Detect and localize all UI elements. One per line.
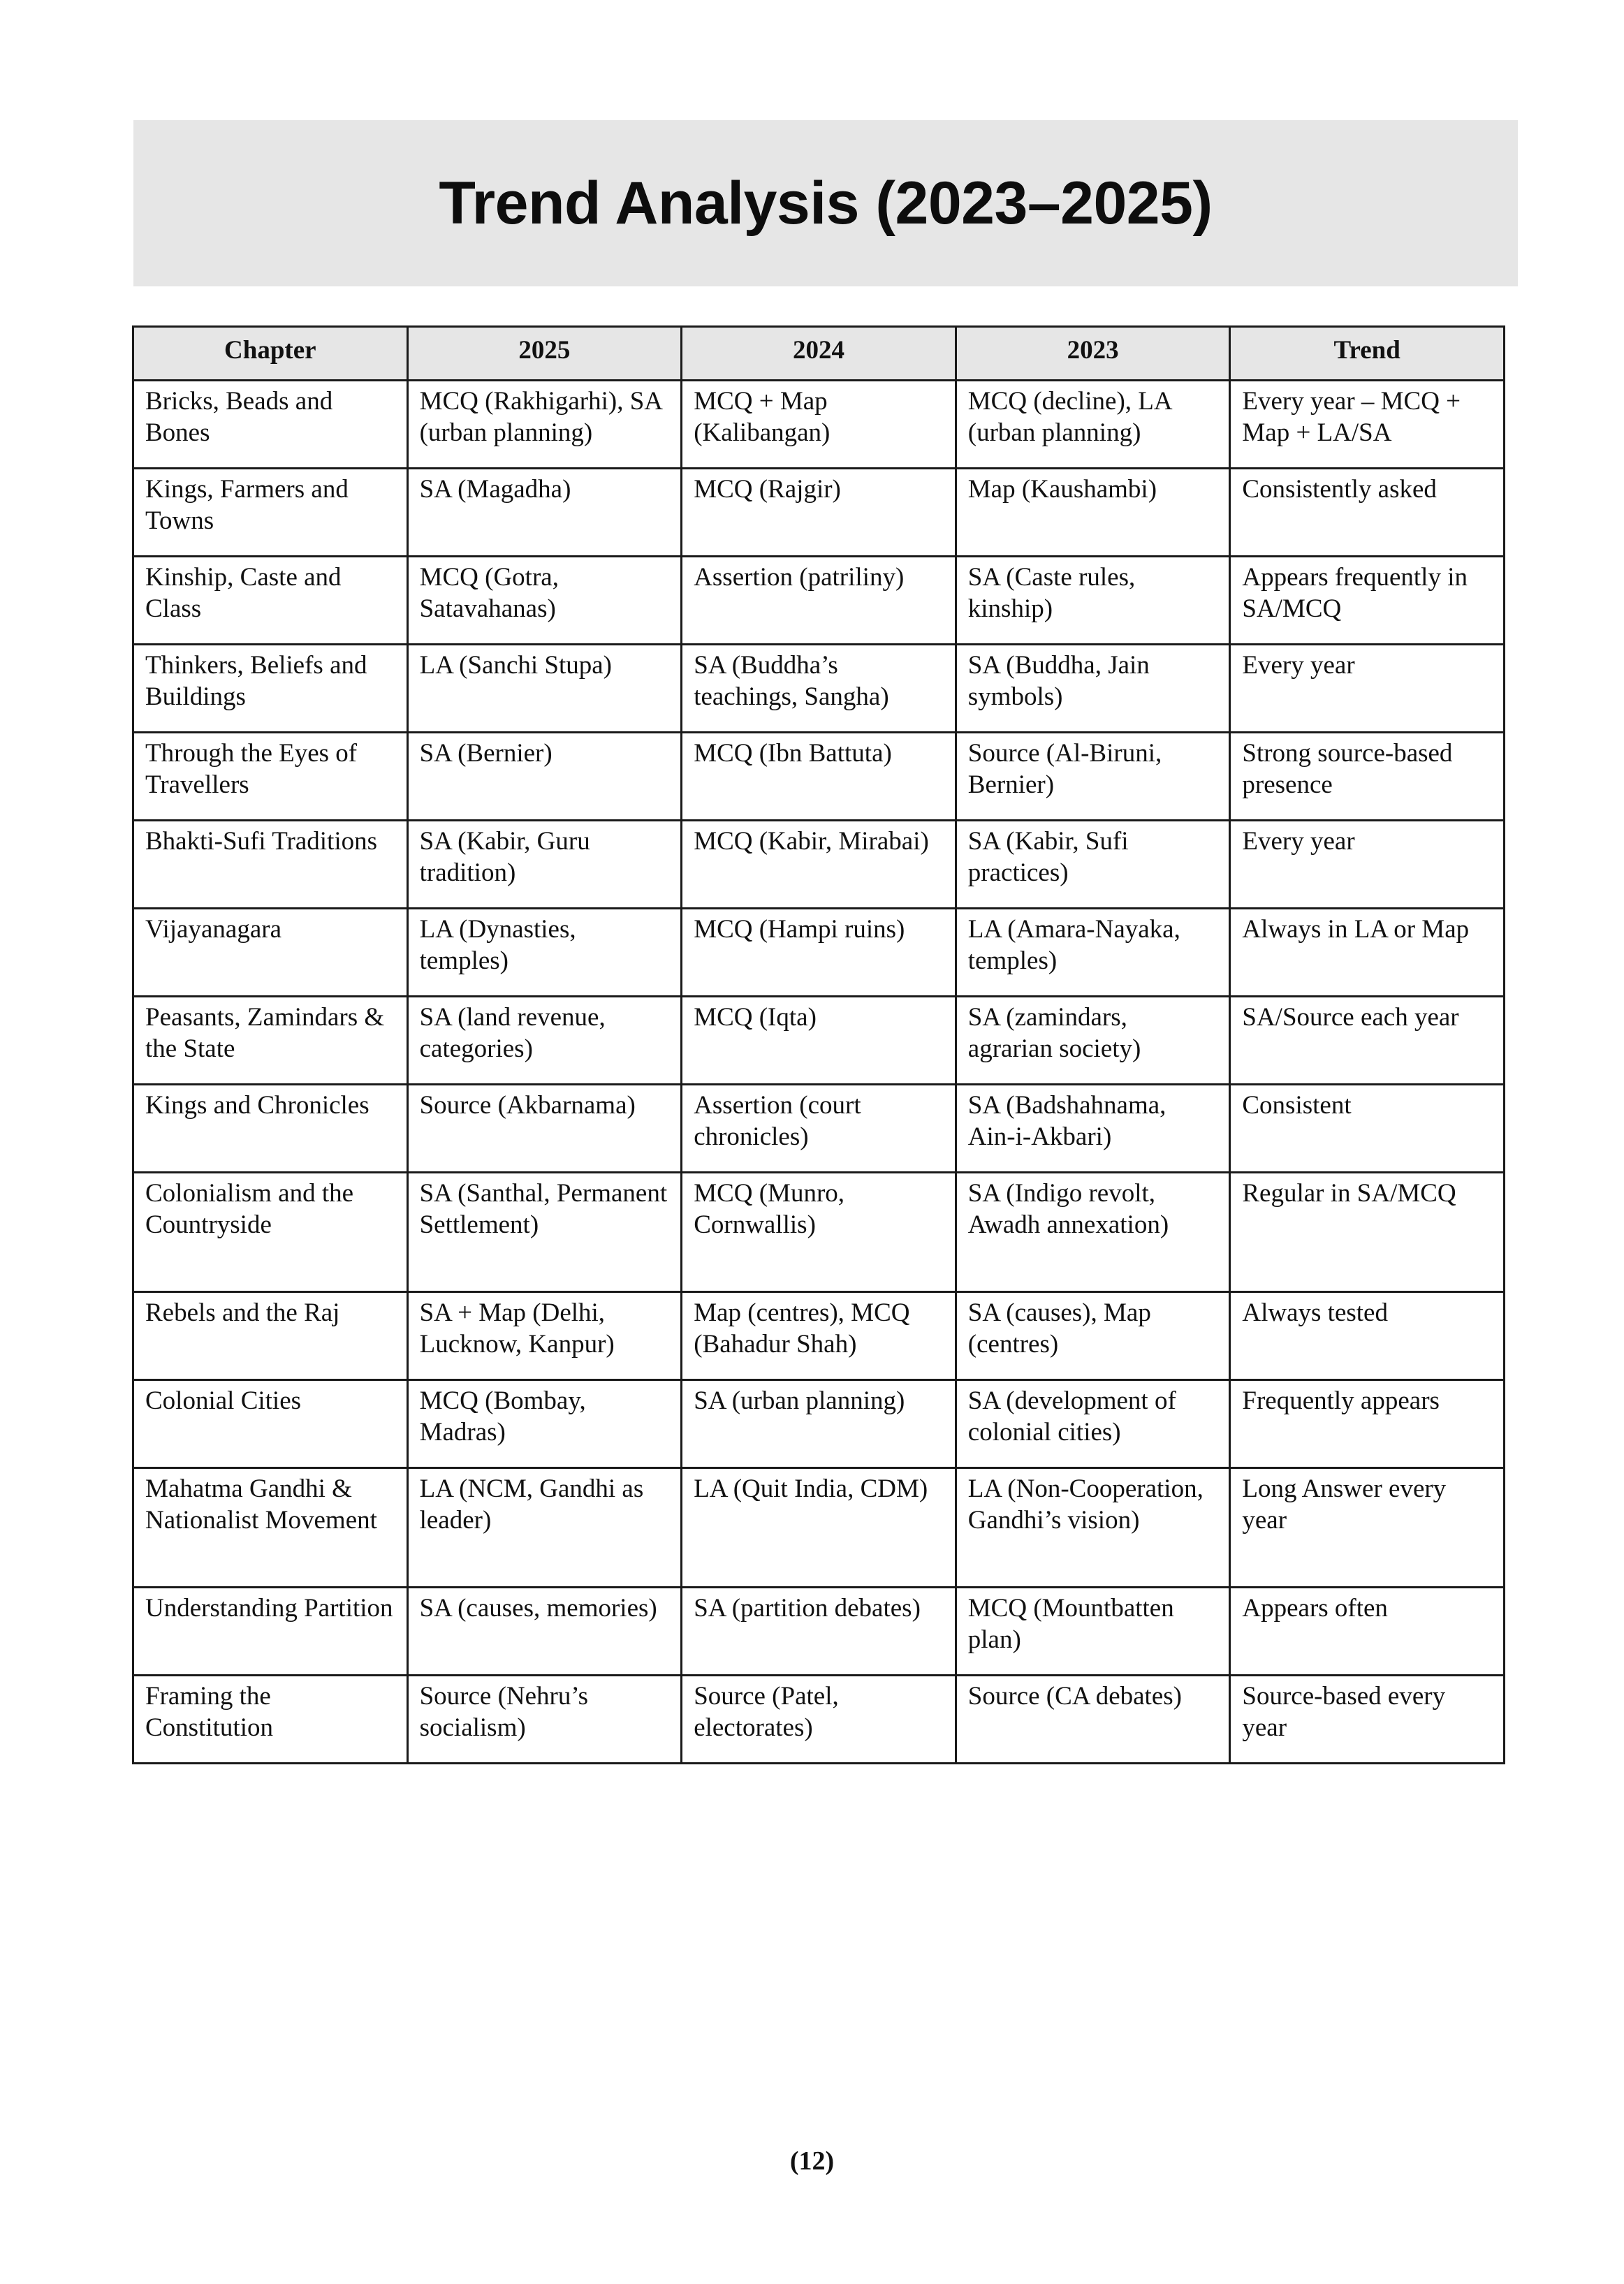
cell-2024: MCQ (Rajgir) (682, 469, 956, 557)
cell-2023: SA (Badshahnama, Ain-i-Akbari) (956, 1085, 1230, 1173)
trend-cell: Appears often (1230, 1588, 1505, 1676)
trend-cell: Source-based every year (1230, 1676, 1505, 1764)
table-row (133, 1588, 1505, 1676)
cell-2025: SA + Map (Delhi, Lucknow, Kanpur) (407, 1292, 682, 1380)
cell-2023: SA (Caste rules, kinship) (956, 557, 1230, 645)
column-header-trend: Trend (1230, 327, 1505, 381)
header-row (133, 327, 1505, 381)
cell-2023: SA (development of colonial cities) (956, 1380, 1230, 1468)
table-row (133, 909, 1505, 997)
chapter-cell: Vijayanagara (133, 909, 408, 997)
chapter-cell: Colonial Cities (133, 1380, 408, 1468)
trend-table (132, 325, 1505, 1764)
trend-cell: Always in LA or Map (1230, 909, 1505, 997)
chapter-cell: Through the Eyes of Travellers (133, 733, 408, 821)
cell-2025: LA (NCM, Gandhi as leader) (407, 1468, 682, 1588)
cell-2024: Assertion (patriliny) (682, 557, 956, 645)
chapter-cell: Bhakti-Sufi Traditions (133, 821, 408, 909)
cell-2023: SA (Indigo revolt, Awadh annexation) (956, 1173, 1230, 1292)
chapter-cell: Peasants, Zamindars & the State (133, 997, 408, 1085)
trend-cell: Every year – MCQ + Map + LA/SA (1230, 381, 1505, 469)
cell-2024: MCQ (Ibn Battuta) (682, 733, 956, 821)
table-row (133, 733, 1505, 821)
cell-2025: SA (Santhal, Permanent Settlement) (407, 1173, 682, 1292)
cell-2024: MCQ (Munro, Cornwallis) (682, 1173, 956, 1292)
chapter-cell: Colonialism and the Countryside (133, 1173, 408, 1292)
cell-2025: SA (Magadha) (407, 469, 682, 557)
column-header-2024: 2024 (682, 327, 956, 381)
chapter-cell: Framing the Constitution (133, 1676, 408, 1764)
cell-2024: SA (partition debates) (682, 1588, 956, 1676)
column-header-2025: 2025 (407, 327, 682, 381)
table-row (133, 1468, 1505, 1588)
trend-cell: Every year (1230, 645, 1505, 733)
cell-2023: SA (causes), Map (centres) (956, 1292, 1230, 1380)
cell-2025: MCQ (Rakhigarhi), SA (urban planning) (407, 381, 682, 469)
chapter-cell: Understanding Partition (133, 1588, 408, 1676)
cell-2024: MCQ (Kabir, Mirabai) (682, 821, 956, 909)
cell-2025: LA (Dynasties, temples) (407, 909, 682, 997)
column-header-2023: 2023 (956, 327, 1230, 381)
chapter-cell: Mahatma Gandhi & Nationalist Movement (133, 1468, 408, 1588)
cell-2024: MCQ + Map (Kalibangan) (682, 381, 956, 469)
cell-2024: MCQ (Hampi ruins) (682, 909, 956, 997)
cell-2025: Source (Akbarnama) (407, 1085, 682, 1173)
trend-cell: Regular in SA/MCQ (1230, 1173, 1505, 1292)
table-row (133, 997, 1505, 1085)
cell-2023: SA (Buddha, Jain symbols) (956, 645, 1230, 733)
cell-2023: SA (Kabir, Sufi practices) (956, 821, 1230, 909)
chapter-cell: Rebels and the Raj (133, 1292, 408, 1380)
trend-cell: Consistent (1230, 1085, 1505, 1173)
cell-2025: SA (causes, memories) (407, 1588, 682, 1676)
cell-2025: MCQ (Bombay, Madras) (407, 1380, 682, 1468)
trend-cell: Frequently appears (1230, 1380, 1505, 1468)
cell-2023: SA (zamindars, agrarian society) (956, 997, 1230, 1085)
cell-2025: LA (Sanchi Stupa) (407, 645, 682, 733)
chapter-cell: Kings and Chronicles (133, 1085, 408, 1173)
cell-2024: Map (centres), MCQ (Bahadur Shah) (682, 1292, 956, 1380)
page-number: (12) (789, 2146, 835, 2176)
table-row (133, 821, 1505, 909)
cell-2023: LA (Non-Cooperation, Gandhi’s vision) (956, 1468, 1230, 1588)
column-header-chapter: Chapter (133, 327, 408, 381)
table-row (133, 645, 1505, 733)
page-title: Trend Analysis (2023–2025) (439, 169, 1213, 237)
cell-2025: SA (land revenue, categories) (407, 997, 682, 1085)
chapter-cell: Bricks, Beads and Bones (133, 381, 408, 469)
cell-2024: Source (Patel, electorates) (682, 1676, 956, 1764)
table-row (133, 381, 1505, 469)
title-banner (133, 120, 1518, 286)
table-row (133, 469, 1505, 557)
table-row (133, 557, 1505, 645)
chapter-cell: Kings, Farmers and Towns (133, 469, 408, 557)
table-row (133, 1380, 1505, 1468)
cell-2024: Assertion (court chronicles) (682, 1085, 956, 1173)
cell-2023: MCQ (Mountbatten plan) (956, 1588, 1230, 1676)
trend-cell: Long Answer every year (1230, 1468, 1505, 1588)
cell-2024: LA (Quit India, CDM) (682, 1468, 956, 1588)
trend-cell: SA/Source each year (1230, 997, 1505, 1085)
table-row (133, 1085, 1505, 1173)
cell-2023: Source (Al-Biruni, Bernier) (956, 733, 1230, 821)
trend-cell: Every year (1230, 821, 1505, 909)
cell-2025: MCQ (Gotra, Satavahanas) (407, 557, 682, 645)
cell-2025: SA (Kabir, Guru tradition) (407, 821, 682, 909)
cell-2024: SA (Buddha’s teachings, Sangha) (682, 645, 956, 733)
table-row (133, 1292, 1505, 1380)
trend-cell: Strong source-based presence (1230, 733, 1505, 821)
cell-2025: SA (Bernier) (407, 733, 682, 821)
trend-cell: Always tested (1230, 1292, 1505, 1380)
table-row (133, 1173, 1505, 1292)
trend-cell: Consistently asked (1230, 469, 1505, 557)
cell-2023: Map (Kaushambi) (956, 469, 1230, 557)
chapter-cell: Thinkers, Beliefs and Buildings (133, 645, 408, 733)
cell-2024: MCQ (Iqta) (682, 997, 956, 1085)
cell-2024: SA (urban planning) (682, 1380, 956, 1468)
chapter-cell: Kinship, Caste and Class (133, 557, 408, 645)
cell-2023: LA (Amara-Nayaka, temples) (956, 909, 1230, 997)
cell-2025: Source (Nehru’s socialism) (407, 1676, 682, 1764)
cell-2023: Source (CA debates) (956, 1676, 1230, 1764)
trend-cell: Appears frequently in SA/MCQ (1230, 557, 1505, 645)
table-row (133, 1676, 1505, 1764)
cell-2023: MCQ (decline), LA (urban planning) (956, 381, 1230, 469)
